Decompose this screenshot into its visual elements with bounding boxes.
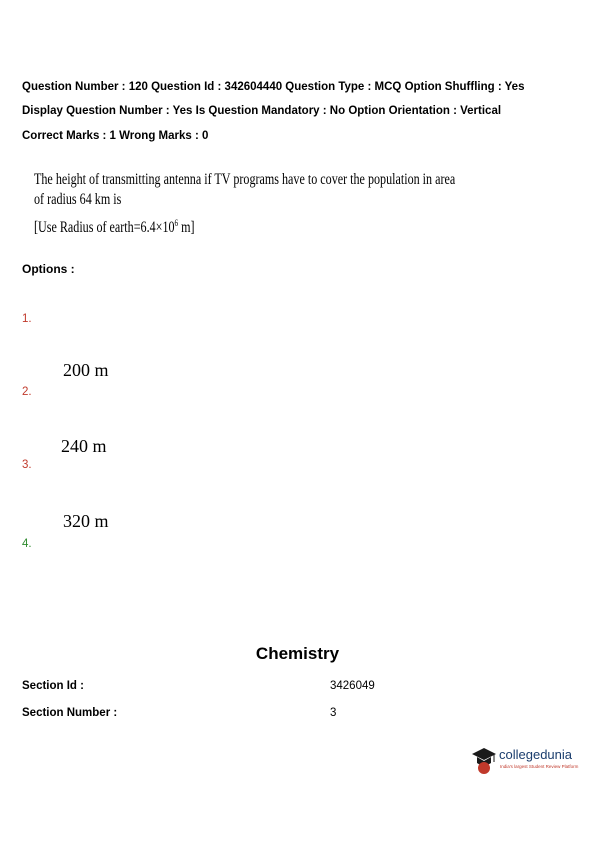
options-label: Options : [22,262,75,276]
section-number-value: 3 [330,707,337,719]
graduation-cap-icon [471,746,497,776]
question-meta-line-1: Question Number : 120 Question Id : 342604440 Question Type : MCQ Option Shuffling : Yes [22,81,525,93]
section-number-label: Section Number : [22,707,118,719]
question-meta-line-3: Correct Marks : 1 Wrong Marks : 0 [22,130,209,142]
option-2-number: 2. [22,386,32,398]
question-text-line-2: of radius 64 km is [34,191,122,208]
option-1-value: 200 m [63,360,109,380]
question-text-line-3-suffix: m] [178,219,195,237]
option-1-number: 1. [22,313,32,325]
section-id-value: 3426049 [330,680,375,692]
collegedunia-logo [471,746,581,778]
question-text-line-3 [34,213,195,238]
exponent: 6 [174,218,179,228]
logo-wordmark: collegedunia [499,747,573,762]
question-text-line-1: The height of transmitting antenna if TV programs have to cover the population in area [34,171,456,188]
option-2-value: 240 m [61,436,107,456]
logo-tagline: India's largest Student Review Platform [500,764,579,769]
option-3-number: 3. [22,459,32,471]
option-3-value: 320 m [63,511,109,531]
section-id-label: Section Id : [22,680,84,692]
question-text-line-3-prefix: [Use Radius of earth=6.4×10 [34,219,175,237]
question-meta-line-2: Display Question Number : Yes Is Question Mandatory : No Option Orientation : Vertical [22,105,502,117]
section-title: Chemistry [255,644,340,663]
option-4-number: 4. [22,538,32,550]
